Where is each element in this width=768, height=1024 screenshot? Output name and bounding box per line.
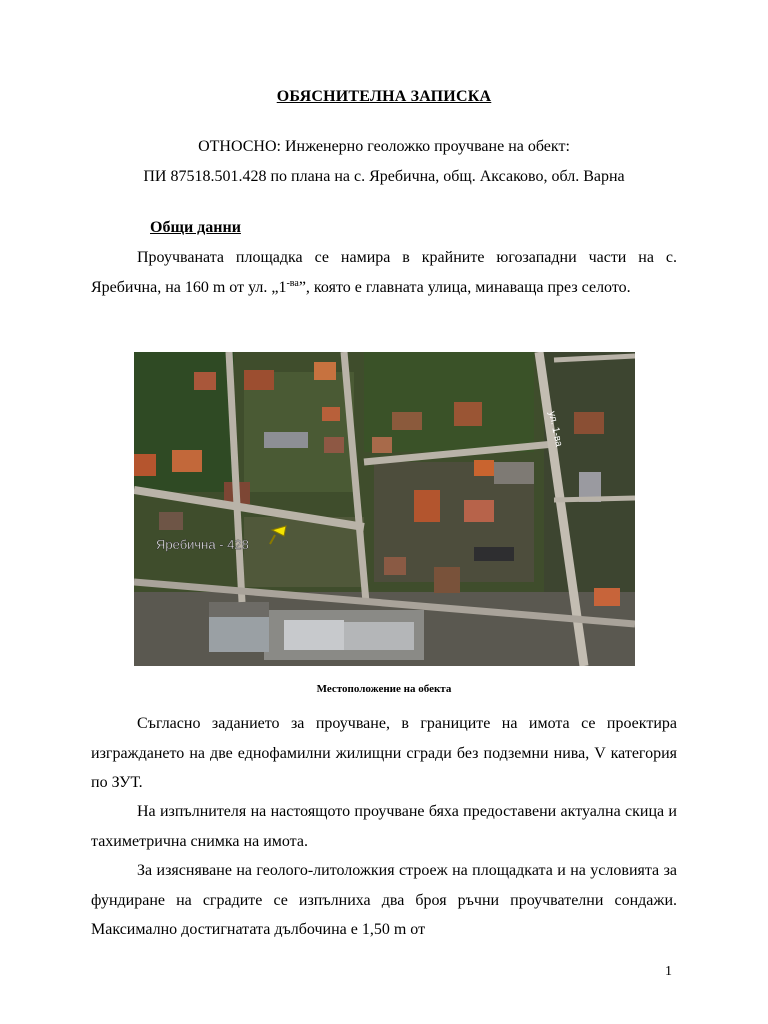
document-title: ОБЯСНИТЕЛНА ЗАПИСКА [276, 88, 492, 105]
subject-line-1: ОТНОСНО: Инженерно геоложко проучване на обект: [198, 138, 570, 155]
paragraph-location [91, 243, 677, 302]
paragraph-location-text-b: ”, която е главната улица, минаваща през селото. [298, 278, 631, 296]
map-place-label: Яребична - 428 [156, 537, 249, 552]
subject-line-2: ПИ 87518.501.428 по плана на с. Яребична, общ. Аксаково, обл. Варна [143, 168, 625, 185]
map-street-label: ул. 1-ва [546, 410, 565, 448]
paragraph-materials: На изпълнителя на настоящото проучване бяха предоставени актуална скица и тахиметрична снимка на имота. [91, 803, 677, 850]
section-heading-general-data: Общи данни [150, 219, 241, 236]
figure-caption: Местоположение на обекта [316, 683, 452, 695]
paragraph-assignment: Съгласно заданието за проучване, в границите на имота се проектира изграждането на две еднофамилни жилищни сгради без подземни нива, V категория по ЗУТ. [91, 715, 677, 791]
page-number: 1 [665, 964, 672, 979]
paragraph-location-text-a: Проучваната площадка се намира в крайните югозападни части на с. Яребична, на 160 m от ул. „1 [91, 249, 677, 296]
satellite-map-image [134, 352, 635, 666]
street-ordinal-superscript: -ва [286, 277, 299, 289]
paragraph-boreholes: За изясняване на геолого-литоложкия строеж на площадката и на условията за фундиране на сградите се изпълниха два броя ръчни проучвателни сондажи. Максимално достигнатата дълбочина е 1,50 m от [91, 862, 677, 938]
